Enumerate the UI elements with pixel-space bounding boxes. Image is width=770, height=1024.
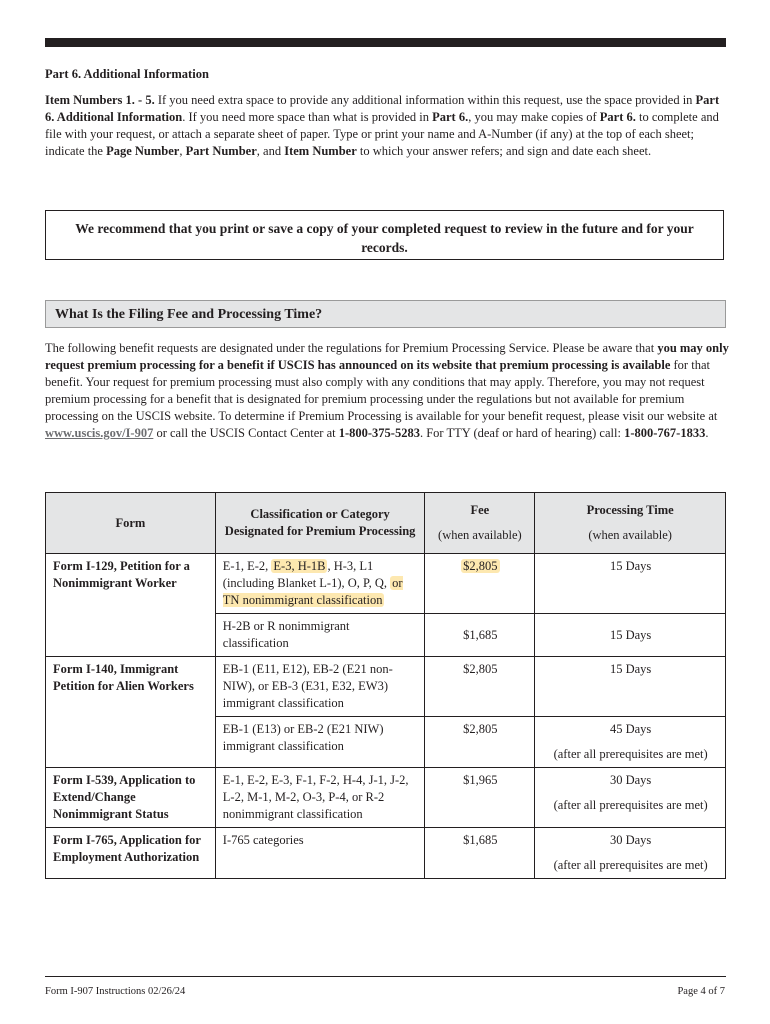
page-number: Page 4 of 7 [677,986,725,997]
time-cell: 15 Days [535,614,726,657]
table-row [46,828,726,879]
tty-phone: 1-800-767-1833 [624,426,706,440]
fee-paragraph: The following benefit requests are designated under the regulations for Premium Processing Service. Please be aware that you may only request premium processing for a benefit if USCIS has announced on its website that premium processing is available for that benefit. Your request for premium processing must also comply with any conditions that may apply. Therefore, you may not request premium processing for a benefit that is designated for premium processing under the regulations but not available for premium processing on the USCIS website. To determine if Premium Processing is available for your benefit request, please visit our website at www.uscis.gov/I-907 or call the USCIS Contact Center at 1-800-375-5283. For TTY (deaf or hard of hearing) call: 1-800-767-1833. [45,341,729,440]
highlight: or TN nonimmigrant classification [222,576,403,607]
time-cell: 15 Days [535,657,726,717]
form-cell: Form I-140, Immigrant Petition for Alien Workers [46,657,216,768]
table-header-row [46,493,726,554]
recommendation-box: We recommend that you print or save a copy of your completed request to review in the future and for your records. [45,210,724,260]
contact-center-phone: 1-800-375-5283 [338,426,420,440]
fee-cell: $2,805 [425,717,535,768]
header-fee: Fee (when available) [425,493,535,554]
form-cell: Form I-539, Application to Extend/Change Nonimmigrant Status [46,768,216,828]
part6-paragraph: Item Numbers 1. - 5. If you need extra space to provide any additional information within this request, use the space provided in Part 6. Additional Information. If you need more space than what is provided in Part 6., you may make copies of Part 6. to complete and file with your request, or attach a separate sheet of paper. Type or print your name and A-Number (if any) at the top of each sheet; indicate the Page Number, Part Number, and Item Number to which your answer refers; and sign and date each sheet. [45,93,720,158]
classification-cell: EB-1 (E11, E12), EB-2 (E21 non-NIW), or EB-3 (E31, E32, EW3) immigrant classification [215,657,425,717]
fee-cell: $1,685 [425,828,535,879]
form-cell: Form I-765, Application for Employment Authorization [46,828,216,879]
top-rule [45,38,726,47]
footer-form-id: Form I-907 Instructions 02/26/24 [45,986,186,997]
header-form: Form [46,493,216,554]
classification-cell: EB-1 (E13) or EB-2 (E21 NIW) immigrant classification [215,717,425,768]
section-title-part6: Part 6. Additional Information [45,67,209,81]
table-row [46,768,726,828]
footer-rule [45,976,726,977]
fee-table [45,492,726,879]
uscis-website-link[interactable]: www.uscis.gov/I-907 [45,426,154,440]
classification-cell: E-1, E-2, E-3, F-1, F-2, H-4, J-1, J-2, L-2, M-1, M-2, O-3, P-4, or R-2 nonimmigrant classification [215,768,425,828]
table-row [46,657,726,717]
highlight: $2,805 [463,559,498,573]
header-classification: Classification or Category Designated for Premium Processing [215,493,425,554]
classification-cell: E-1, E-2, E-3, H-1B , H-3, L1 (including Blanket L-1), O, P, Q, or TN nonimmigrant classification [215,554,425,614]
item-numbers-label: Item Numbers 1. - 5. [45,93,155,107]
time-cell: 15 Days [535,554,726,614]
fee-section-heading: What Is the Filing Fee and Processing Time? [45,300,726,328]
classification-cell: I-765 categories [215,828,425,879]
time-cell: 45 Days (after all prerequisites are met) [535,717,726,768]
form-cell: Form I-129, Petition for a Nonimmigrant Worker [46,554,216,657]
fee-cell: $1,685 [425,614,535,657]
fee-cell: $2,805 [425,657,535,717]
fee-cell [425,554,535,614]
table-row [46,554,726,614]
time-cell: 30 Days (after all prerequisites are met) [535,828,726,879]
classification-cell: H-2B or R nonimmigrant classification [215,614,425,657]
fee-cell: $1,965 [425,768,535,828]
time-cell: 30 Days (after all prerequisites are met) [535,768,726,828]
header-processing-time: Processing Time (when available) [535,493,726,554]
highlight: E-3, H-1B [273,559,326,573]
